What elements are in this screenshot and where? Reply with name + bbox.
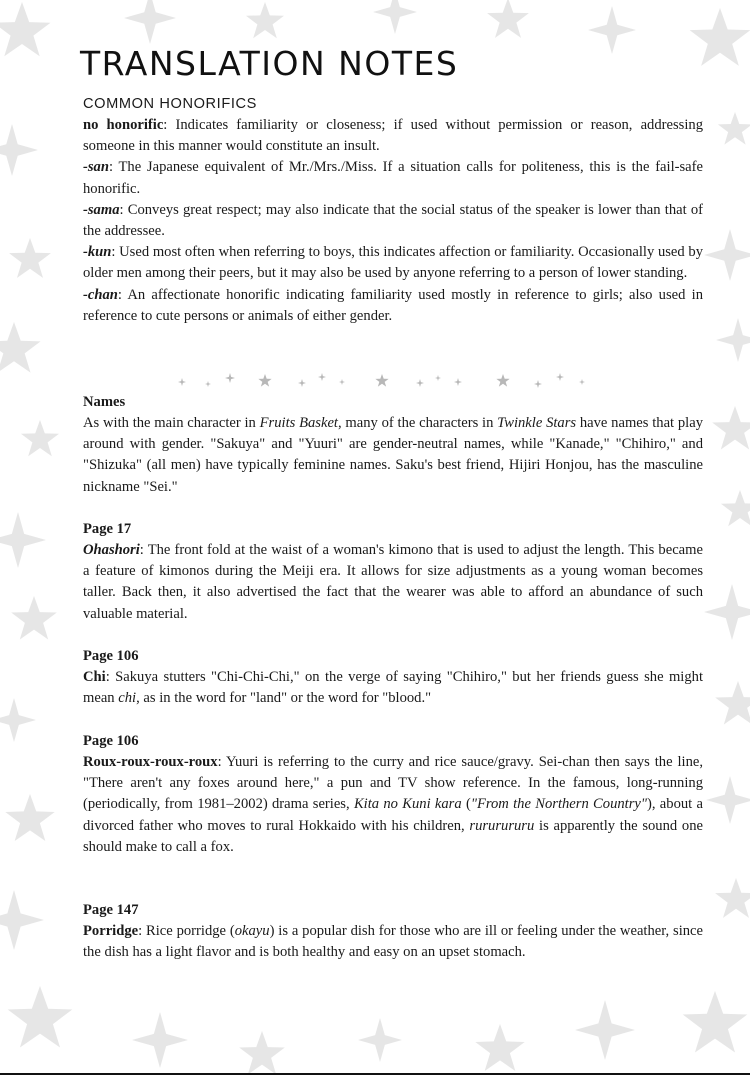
- text-span: : Rice porridge (: [138, 923, 235, 939]
- note-term: Roux-roux-roux-roux: [83, 754, 218, 770]
- names-paragraph: [83, 413, 703, 498]
- honorific-entry: [83, 200, 703, 242]
- honorific-term: -chan: [83, 286, 118, 303]
- note-page-heading: Page 106: [83, 733, 139, 749]
- star-icon: [416, 379, 424, 387]
- note-paragraph: [83, 752, 703, 858]
- page-106-roux-note: [83, 731, 703, 858]
- star-icon: [435, 375, 441, 381]
- page-title: TRANSLATION NOTES: [80, 44, 459, 83]
- note-page-heading: Page 147: [83, 902, 139, 918]
- japanese-word: chi: [118, 690, 137, 707]
- star-icon: [258, 374, 271, 387]
- honorific-term: no honorific: [83, 117, 164, 133]
- star-icon: [298, 379, 306, 387]
- honorific-definition: : An affectionate honorific indicating familiarity used mostly in reference to girls; also used in reference to cute persons or animals of either gender.: [83, 286, 703, 324]
- note-paragraph: [83, 921, 703, 963]
- text-span: ), about a divorced father who moves to rural Hokkaido with his children,: [83, 796, 703, 834]
- star-icon: [556, 373, 564, 381]
- page-17-note: [83, 519, 703, 625]
- star-icon: [178, 378, 186, 386]
- names-section: [83, 392, 703, 498]
- honorific-entry: [83, 157, 703, 199]
- show-title-english: "From the Northern Country": [470, 796, 648, 813]
- work-title: Fruits Basket: [259, 415, 338, 431]
- page-106-chi-note: [83, 646, 703, 709]
- text-span: As with the main character in: [83, 415, 260, 431]
- common-honorifics-heading: COMMON HONORIFICS: [83, 96, 257, 112]
- honorific-definition: : Used most often when referring to boys, this indicates affection or familiarity. Occasionally used by older men among their peers, but it may also be used by anyone referring to a person of lower standing.: [83, 244, 703, 282]
- star-icon: [318, 373, 326, 381]
- star-icon: [225, 373, 235, 383]
- note-page-heading: Page 17: [83, 521, 132, 537]
- star-icon: [496, 374, 509, 387]
- japanese-word: okayu: [234, 923, 270, 939]
- names-heading: Names: [83, 394, 126, 410]
- text-span: , as in the word for "land" or the word for "blood.": [136, 690, 432, 707]
- japanese-word: rururururu: [469, 817, 535, 834]
- text-span: : Sakuya stutters "Chi-Chi-Chi," on the verge of saying "Chihiro," but her friends guess she might mean: [83, 669, 703, 707]
- star-icon: [454, 378, 462, 386]
- honorific-entry: [83, 115, 703, 157]
- note-paragraph: [83, 667, 703, 709]
- note-term: Chi: [83, 669, 106, 685]
- honorific-definition: : The Japanese equivalent of Mr./Mrs./Miss. If a situation calls for politeness, this is the fail-safe honorific.: [83, 159, 703, 197]
- honorific-entry: [83, 242, 703, 284]
- honorific-entry: [83, 285, 703, 327]
- star-icon: [375, 374, 388, 387]
- honorific-definition: : Conveys great respect; may also indicate that the social status of the speaker is lower than that of the addressee.: [83, 201, 703, 240]
- note-page-heading: Page 106: [83, 648, 139, 664]
- honorific-definition: : Indicates familiarity or closeness; if used without permission or reason, addressing someone in this manner would constitute an insult.: [83, 117, 703, 155]
- text-span: : The front fold at the waist of a woman's kimono that is used to adjust the length. This became a feature of kimonos during the Meiji era. It allows for size adjustments as a young woman becomes taller. Back then, it also advertised the fact that the wearer was able to afford an abundance of such valuable material.: [83, 542, 703, 622]
- star-divider: [170, 370, 600, 394]
- text-span: (: [461, 796, 471, 813]
- text-span: is apparently the sound one should make to call a fox.: [83, 817, 703, 855]
- honorific-term: -san: [83, 159, 109, 176]
- note-paragraph: [83, 540, 703, 625]
- honorific-term: -kun: [83, 244, 112, 261]
- work-title: Twinkle Stars: [497, 415, 577, 431]
- show-title: Kita no Kuni kara: [353, 796, 462, 813]
- text-span: ) is a popular dish for those who are ill or feeling under the weather, since the dish has a light flavor and is both healthy and easy on an upset stomach.: [83, 923, 703, 961]
- star-icon: [339, 379, 345, 385]
- common-honorifics-section: [83, 94, 703, 327]
- text-span: have names that play around with gender. "Sakuya" and "Yuuri" are gender-neutral names, while "Kanade," "Chihiro," and "Shizuka" (all men) have typically feminine names. Saku's best friend, Hijiri Honjou, has the masculine nickname "Sei.": [83, 415, 704, 495]
- star-icon: [534, 380, 542, 388]
- note-term: Porridge: [83, 923, 139, 939]
- honorific-term: -sama: [83, 201, 120, 218]
- text-span: , many of the characters in: [337, 415, 498, 431]
- page-147-note: [83, 900, 703, 963]
- text-span: : Yuuri is referring to the curry and rice sauce/gravy. Sei-chan then says the line, "There aren't any foxes around here," a pun and TV show reference. In the famous, long-running (periodically, from 1981–2002) drama series,: [83, 754, 703, 813]
- note-term: Ohashori: [83, 542, 140, 558]
- star-icon: [579, 379, 585, 385]
- star-icon: [205, 381, 211, 387]
